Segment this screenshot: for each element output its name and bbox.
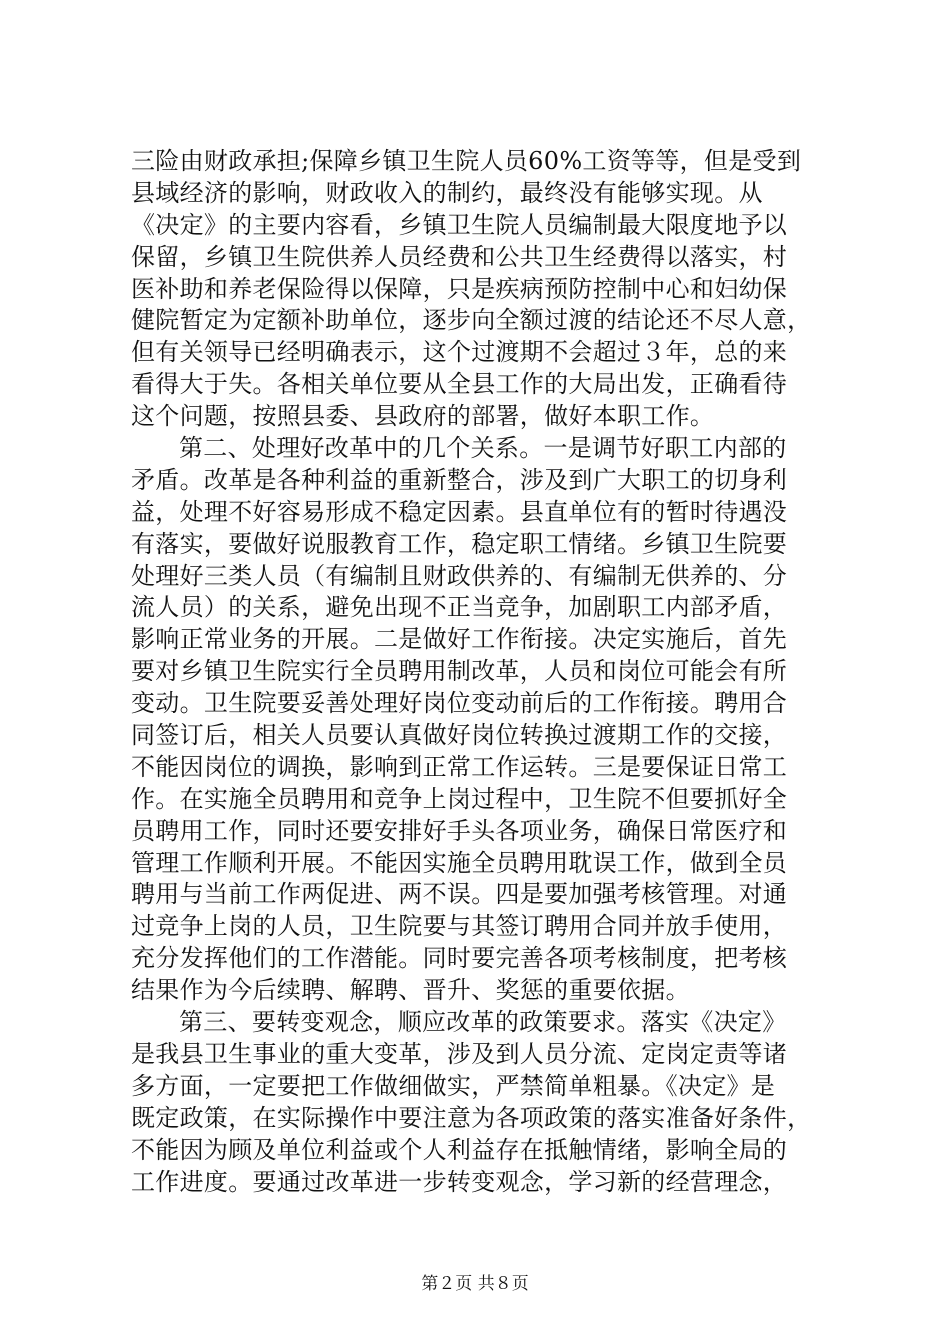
text-line: 县域经济的影响，财政收入的制约，最终没有能够实现。从 bbox=[131, 178, 763, 207]
text-line: 作。在实施全员聘用和竞争上岗过程中，卫生院不但要抓好全 bbox=[131, 784, 788, 813]
page-footer bbox=[0, 1273, 950, 1295]
text-line: 管理工作顺利开展。不能因实施全员聘用耽误工作，做到全员 bbox=[131, 848, 788, 877]
text-line: 要对乡镇卫生院实行全员聘用制改革，人员和岗位可能会有所 bbox=[131, 657, 788, 686]
text-line: 矛盾。改革是各种利益的重新整合，涉及到广大职工的切身利 bbox=[131, 465, 788, 494]
text-line: 变动。卫生院要妥善处理好岗位变动前后的工作衔接。聘用合 bbox=[131, 689, 788, 718]
text-line: 结果作为今后续聘、解聘、晋升、奖惩的重要依据。 bbox=[131, 976, 690, 1005]
text-line: 《决定》的主要内容看，乡镇卫生院人员编制最大限度地予以 bbox=[131, 210, 788, 239]
text-line: 三险由财政承担;保障乡镇卫生院人员60%工资等等，但是受到 bbox=[131, 147, 802, 175]
text-line: 健院暂定为定额补助单位，逐步向全额过渡的结论还不尽人意， bbox=[131, 306, 812, 335]
text-line: 员聘用工作，同时还要安排好手头各项业务，确保日常医疗和 bbox=[131, 816, 788, 845]
text-line: 充分发挥他们的工作潜能。同时要完善各项考核制度，把考核 bbox=[131, 944, 788, 973]
text-line: 医补助和养老保险得以保障，只是疾病预防控制中心和妇幼保 bbox=[131, 274, 788, 303]
paragraph-start-line: 第三、要转变观念，顺应改革的政策要求。落实《决定》 bbox=[179, 1008, 787, 1037]
paragraph-start-line: 第二、处理好改革中的几个关系。一是调节好职工内部的 bbox=[179, 434, 787, 463]
text-line: 看得大于失。各相关单位要从全县工作的大局出发，正确看待 bbox=[131, 370, 788, 399]
text-line: 影响正常业务的开展。二是做好工作衔接。决定实施后，首先 bbox=[131, 625, 788, 654]
text-line: 这个问题，按照县委、县政府的部署，做好本职工作。 bbox=[131, 402, 715, 431]
text-line: 保留，乡镇卫生院供养人员经费和公共卫生经费得以落实，村 bbox=[131, 242, 788, 271]
text-line: 过竞争上岗的人员，卫生院要与其签订聘用合同并放手使用， bbox=[131, 912, 788, 941]
text-line: 处理好三类人员（有编制且财政供养的、有编制无供养的、分 bbox=[131, 561, 788, 590]
document-body bbox=[131, 146, 831, 1198]
text-line: 流人员）的关系，避免出现不正当竞争，加剧职工内部矛盾， bbox=[131, 593, 788, 622]
text-line: 是我县卫生事业的重大变革，涉及到人员分流、定岗定责等诸 bbox=[131, 1039, 788, 1068]
text-line: 工作进度。要通过改革进一步转变观念，学习新的经营理念， bbox=[131, 1167, 788, 1196]
page-number: 第２页 共８页 bbox=[421, 1274, 529, 1294]
text-line: 同签订后，相关人员要认真做好岗位转换过渡期工作的交接， bbox=[131, 721, 788, 750]
text-line: 但有关领导已经明确表示，这个过渡期不会超过３年，总的来 bbox=[131, 338, 788, 367]
text-line: 益，处理不好容易形成不稳定因素。县直单位有的暂时待遇没 bbox=[131, 497, 788, 526]
text-line: 不能因为顾及单位利益或个人利益存在抵触情绪，影响全局的 bbox=[131, 1135, 788, 1164]
text-line: 既定政策，在实际操作中要注意为各项政策的落实准备好条件， bbox=[131, 1103, 812, 1132]
text-line: 多方面，一定要把工作做细做实，严禁简单粗暴。《决定》是 bbox=[131, 1071, 776, 1100]
text-line: 有落实，要做好说服教育工作，稳定职工情绪。乡镇卫生院要 bbox=[131, 529, 788, 558]
text-line: 聘用与当前工作两促进、两不误。四是要加强考核管理。对通 bbox=[131, 880, 788, 909]
text-line: 不能因岗位的调换，影响到正常工作运转。三是要保证日常工 bbox=[131, 752, 788, 781]
